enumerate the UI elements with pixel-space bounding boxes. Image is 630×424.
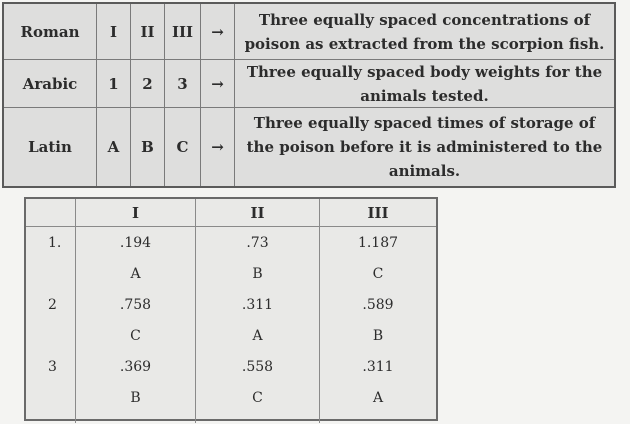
cell-value: .73 [246, 235, 269, 251]
cell-letter: A [372, 390, 384, 406]
cell-letter: A [130, 266, 141, 282]
row-label: 1. [48, 235, 62, 251]
legend-symbol: I [97, 4, 131, 60]
cell-value: .311 [362, 359, 394, 375]
legend-row-name: Latin [4, 108, 97, 186]
cell-letter: B [130, 390, 141, 406]
legend-table [2, 2, 616, 188]
cell-value: .589 [362, 297, 394, 313]
data-column [320, 227, 436, 423]
cell-letter: C [130, 328, 141, 344]
legend-symbol: 3 [165, 60, 201, 108]
cell-value: .369 [119, 359, 152, 375]
cell-value: 1.187 [357, 235, 399, 251]
legend-row-name: Roman [4, 4, 97, 60]
legend-symbol: II [131, 4, 165, 60]
data-column [196, 227, 320, 423]
legend-symbol: 1 [97, 60, 131, 108]
arrow-icon: → [201, 4, 235, 60]
cell-value: .194 [119, 235, 152, 251]
cell-value: .311 [241, 297, 274, 313]
latin-square-table [24, 197, 438, 421]
legend-row-name: Arabic [4, 60, 97, 108]
data-column [76, 227, 196, 423]
arrow-icon: → [201, 108, 235, 186]
cell-letter: B [372, 328, 384, 344]
cell-value: .558 [241, 359, 274, 375]
legend-symbol: A [97, 108, 131, 186]
cell-letter: C [252, 390, 263, 406]
cell-letter: A [252, 328, 263, 344]
legend-symbol: C [165, 108, 201, 186]
legend-symbol: 2 [131, 60, 165, 108]
cell-value: .758 [119, 297, 152, 313]
legend-symbol: III [165, 4, 201, 60]
row-label: 3 [48, 359, 57, 375]
arrow-icon: → [201, 60, 235, 108]
header-blank [26, 199, 76, 227]
legend-description: Three equally spaced body weights for the animals tested. [235, 60, 614, 108]
cell-letter: B [252, 266, 263, 282]
column-header: I [76, 199, 196, 227]
legend-description: Three equally spaced concentrations of poison as extracted from the scorpion fish. [235, 4, 614, 60]
column-header: III [320, 199, 436, 227]
row-label: 2 [48, 297, 57, 313]
row-label-column [26, 227, 76, 423]
column-header: II [196, 199, 320, 227]
legend-description: Three equally spaced times of storage of the poison before it is administered to the animals. [246, 114, 603, 180]
legend-symbol: B [131, 108, 165, 186]
cell-letter: C [372, 266, 384, 282]
